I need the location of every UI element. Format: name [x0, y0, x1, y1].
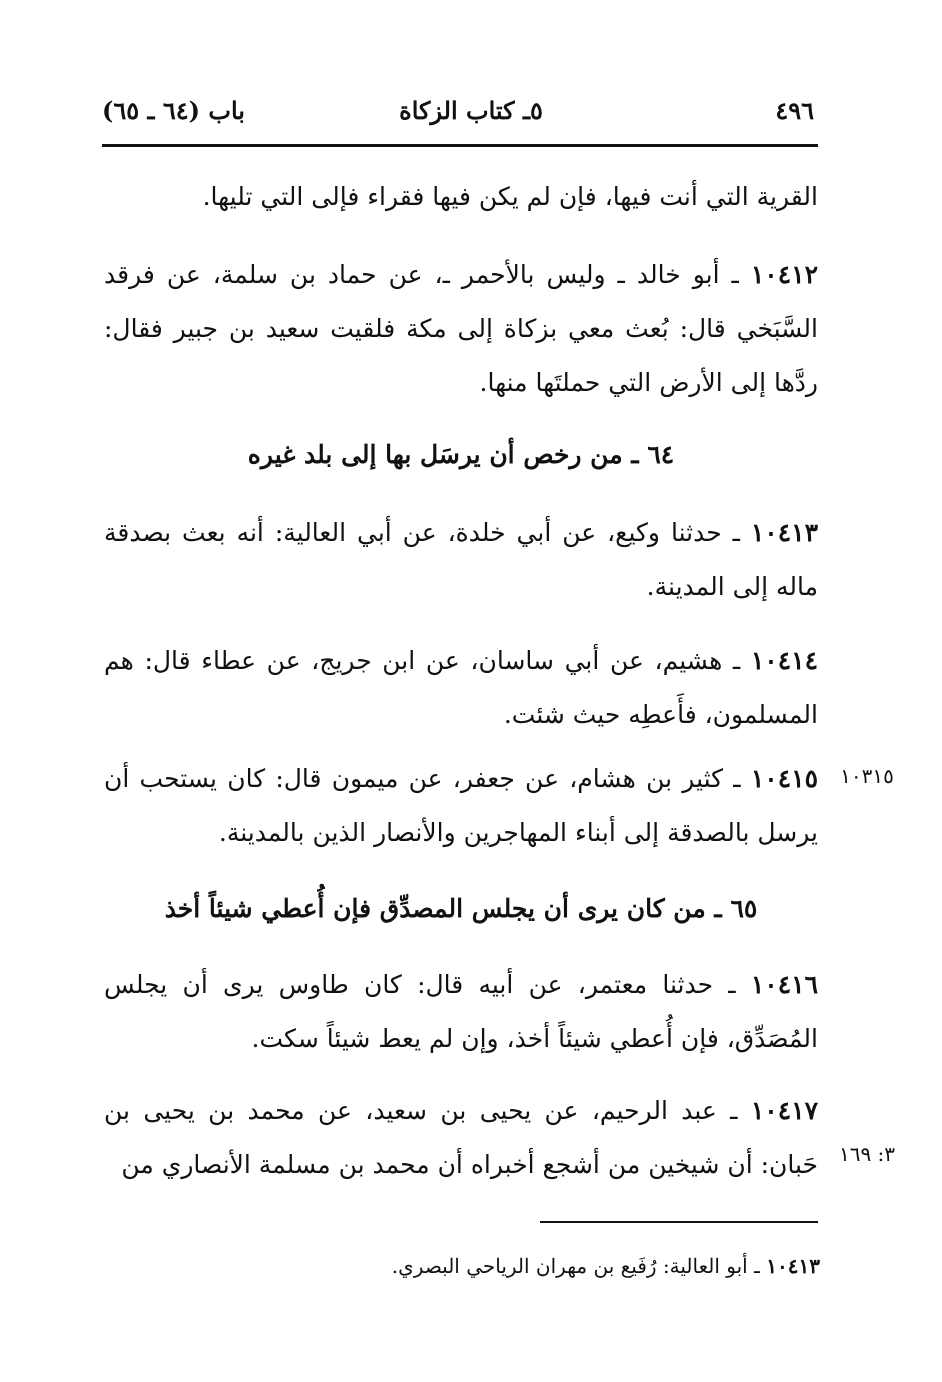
hadith-number: ١٠٤١٤ [750, 646, 818, 675]
hadith-number: ١٠٤١٣ [750, 518, 818, 547]
hadith-10412 [104, 248, 818, 410]
hadith-10417 [104, 1084, 818, 1192]
footnote-number: ١٠٤١٣ [766, 1254, 820, 1278]
footnote-divider [540, 1221, 818, 1223]
hadith-text: ـ هشيم، عن أبي ساسان، عن ابن جريج، عن عطاء قال: هم المسلمون، فأَعطِه حيث شئت. [104, 646, 818, 729]
hadith-number: ١٠٤١٥ [750, 764, 818, 793]
hadith-text: ـ حدثنا معتمر، عن أبيه قال: كان طاوس يرى أن يجلس المُصَدِّق، فإن أُعطي شيئاً أخذ، وإن لم يعط شيئاً سكت. [104, 970, 818, 1053]
hadith-10415 [104, 752, 818, 860]
margin-cross-reference: ١٠٣١٥ [840, 764, 894, 788]
chapter-range: باب (٦٤ ـ ٦٥) [102, 96, 245, 125]
hadith-10416 [104, 958, 818, 1066]
chapter-heading-65: ٦٥ ـ من كان يرى أن يجلس المصدِّق فإن أُعطي شيئاً أخذ [164, 894, 758, 923]
hadith-number: ١٠٤١٢ [750, 260, 818, 289]
book-title: ٥ـ كتاب الزكاة [399, 96, 543, 125]
chapter-heading-64: ٦٤ ـ من رخص أن يرسَل بها إلى بلد غيره [247, 440, 675, 469]
hadith-number: ١٠٤١٦ [750, 970, 818, 999]
hadith-text: ـ حدثنا وكيع، عن أبي خلدة، عن أبي العالية: أنه بعث بصدقة ماله إلى المدينة. [104, 518, 818, 601]
margin-cross-reference: ٣: ١٦٩ [838, 1142, 896, 1166]
page-number: ٤٩٦ [775, 96, 814, 125]
paragraph-text: القرية التي أنت فيها، فإن لم يكن فيها فقراء فإلى التي تليها. [202, 182, 818, 211]
footnote [200, 1246, 820, 1286]
hadith-text: ـ أبو خالد ـ وليس بالأحمر ـ، عن حماد بن سلمة، عن فرقد السَّبَخي قال: بُعث معي بزكاة إلى مكة فلقيت سعيد بن جبير فقال: ردَّها إلى الأرض التي حملتَها منها. [104, 260, 818, 397]
hadith-10414 [104, 634, 818, 742]
header-divider [102, 144, 818, 147]
hadith-10413 [104, 506, 818, 614]
footnote-text: ـ أبو العالية: رُفَيع بن مهران الرياحي البصري. [391, 1254, 767, 1278]
hadith-text: ـ كثير بن هشام، عن جعفر، عن ميمون قال: كان يستحب أن يرسل بالصدقة إلى أبناء المهاجرين والأنصار الذين بالمدينة. [104, 764, 818, 847]
hadith-number: ١٠٤١٧ [750, 1096, 818, 1125]
hadith-text: ـ عبد الرحيم، عن يحيى بن سعيد، عن محمد بن يحيى بن حَبان: أن شيخين من أشجع أخبراه أن محمد بن مسلمة الأنصاري من [104, 1096, 818, 1179]
paragraph-continuation [104, 170, 818, 224]
